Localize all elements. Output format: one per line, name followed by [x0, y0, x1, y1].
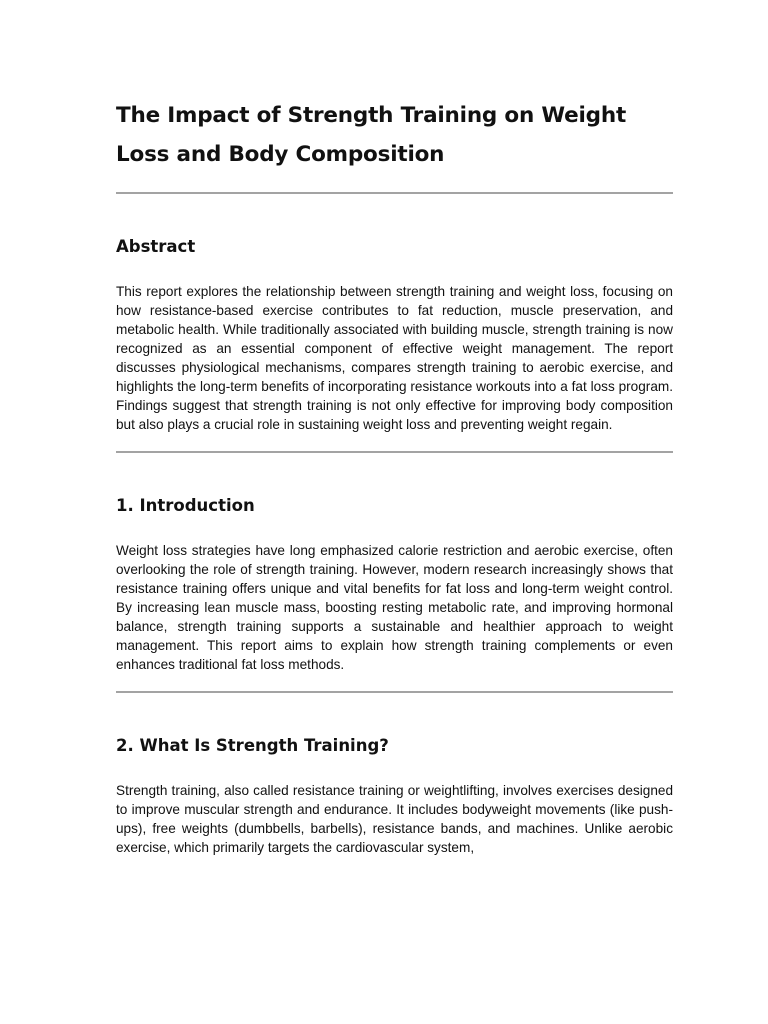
abstract-heading: Abstract — [116, 237, 196, 256]
strength-training-paragraph: Strength training, also called resistance training or weightlifting, involves exercises designed to improve muscular strength and endurance. It includes bodyweight movements (like push-ups), free weights (dumbbells, barbells), resistance bands, and machines. Unlike aerobic exercise, which primarily targets the cardiovascular system, — [116, 783, 673, 855]
introduction-paragraph: Weight loss strategies have long emphasized calorie restriction and aerobic exercise, often overlooking the role of strength training. However, modern research increasingly shows that resistance training offers unique and vital benefits for fat loss and long-term weight control. By increasing lean muscle mass, boosting resting metabolic rate, and improving hormonal balance, strength training supports a sustainable and healthier approach to weight management. This report aims to explain how strength training complements or even enhances traditional fat loss methods. — [116, 543, 673, 672]
document-title: The Impact of Strength Training on Weight Loss and Body Composition — [116, 103, 627, 167]
title-divider — [116, 192, 673, 194]
document-page — [116, 96, 673, 857]
abstract-paragraph: This report explores the relationship between strength training and weight loss, focusing on how resistance-based exercise contributes to fat reduction, muscle preservation, and metabolic health. While traditionally associated with building muscle, strength training is now recognized as an essential component of effective weight management. The report discusses physiological mechanisms, compares strength training to aerobic exercise, and highlights the long-term benefits of incorporating resistance workouts into a fat loss program. Findings suggest that strength training is not only effective for improving body composition but also plays a crucial role in sustaining weight loss and preventing weight regain. — [116, 284, 673, 432]
abstract-divider — [116, 451, 673, 453]
introduction-divider — [116, 691, 673, 693]
introduction-heading: 1. Introduction — [116, 496, 255, 515]
strength-training-heading: 2. What Is Strength Training? — [116, 736, 389, 755]
